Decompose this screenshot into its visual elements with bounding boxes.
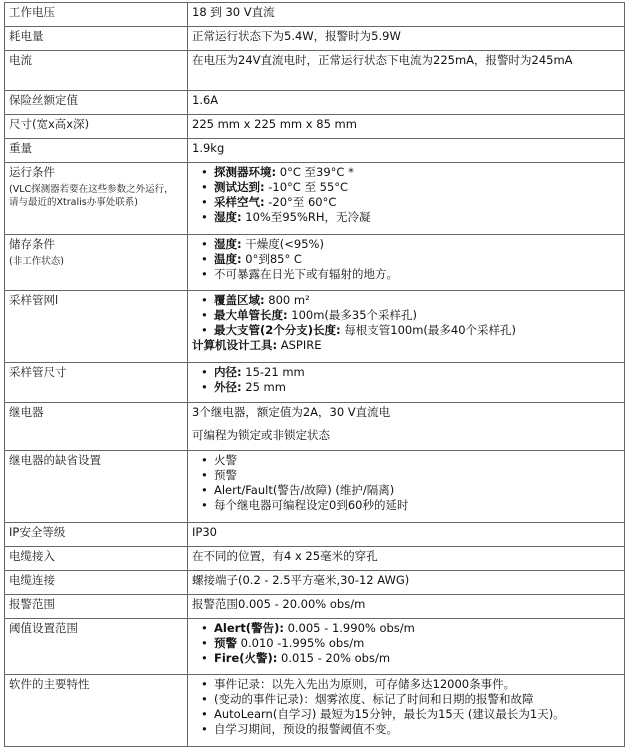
list-item: • 采样空气: -20°至 60°C <box>214 195 620 210</box>
row-label: 电缆连接 <box>5 571 188 595</box>
row-label: 重量 <box>5 139 188 163</box>
row-label: 工作电压 <box>5 3 188 27</box>
row-label: 耗电量 <box>5 27 188 51</box>
row-label: 储存条件 <box>9 237 55 251</box>
row-label: 继电器 <box>5 403 188 451</box>
row-label-block <box>5 163 188 235</box>
list-item: • 覆盖区域: 800 m² <box>214 293 620 308</box>
relay-line: 可编程为锁定或非锁定状态 <box>192 428 330 442</box>
row-value: 225 mm x 225 mm x 85 mm <box>188 115 625 139</box>
row-label: 继电器的缺省设置 <box>5 451 188 523</box>
list-item: • 内径: 15-21 mm <box>214 365 620 380</box>
list-item: • Alert(警告): 0.005 - 1.990% obs/m <box>214 621 620 636</box>
row-value <box>188 619 625 675</box>
list-item: • 探测器环境: 0°C 至39°C * <box>214 165 620 180</box>
list-item: • AutoLearn(自学习) 最短为15分钟，最长为15天 (建议最长为1天)。 <box>214 707 620 722</box>
pipe-size-list <box>192 365 620 395</box>
row-value: 在不同的位置，有4 x 25毫米的穿孔 <box>188 547 625 571</box>
row-label: 运行条件 <box>9 165 55 179</box>
list-item: • 湿度: 10%至95%RH，无冷凝 <box>214 210 620 225</box>
list-item: • 温度: 0°到85° C <box>214 252 620 267</box>
table-row <box>5 139 625 163</box>
table-row <box>5 51 625 91</box>
table-row <box>5 595 625 619</box>
row-value: 1.9kg <box>188 139 625 163</box>
list-item: • 测试达到: -10°C 至 55°C <box>214 180 620 195</box>
row-value: IP30 <box>188 523 625 547</box>
row-value <box>188 291 625 363</box>
list-item: • 外径: 25 mm <box>214 380 620 395</box>
list-item: • 不可暴露在日光下或有辐射的地方。 <box>214 267 620 282</box>
design-tool-line: 计算机设计工具: ASPIRE <box>192 338 322 352</box>
list-item: • 事件记录：以先入先出为原则，可存储多达12000条事件。 <box>214 677 620 692</box>
table-row <box>5 451 625 523</box>
row-label: IP安全等级 <box>5 523 188 547</box>
list-item: • 最大支管(2个分支)长度: 每根支管100m(最多40个采样孔) <box>214 323 620 338</box>
relay-default-list <box>192 453 620 513</box>
table-row <box>5 363 625 403</box>
row-label: 采样管尺寸 <box>5 363 188 403</box>
list-item: • 火警 <box>214 453 620 468</box>
table-row <box>5 235 625 291</box>
row-label: 尺寸(宽x高x深) <box>5 115 188 139</box>
row-value <box>188 163 625 235</box>
row-value <box>188 403 625 451</box>
threshold-list <box>192 621 620 666</box>
row-value: 螺接端子(0.2 - 2.5平方毫米,30-12 AWG) <box>188 571 625 595</box>
row-value: 正常运行状态下为5.4W，报警时为5.9W <box>188 27 625 51</box>
list-item: • Fire(火警): 0.015 - 20% obs/m <box>214 651 620 666</box>
table-row <box>5 291 625 363</box>
table-row <box>5 675 625 747</box>
table-row <box>5 547 625 571</box>
condition-list <box>192 237 620 282</box>
row-value <box>188 675 625 747</box>
condition-list <box>192 165 620 225</box>
row-label-block <box>5 235 188 291</box>
row-label: 报警范围 <box>5 595 188 619</box>
list-item: • 湿度: 干燥度(<95%) <box>214 237 620 252</box>
software-feature-list <box>192 677 620 737</box>
table-row <box>5 619 625 675</box>
row-label: 电缆接入 <box>5 547 188 571</box>
table-row <box>5 115 625 139</box>
list-item: • 每个继电器可编程设定0到60秒的延时 <box>214 498 620 513</box>
table-row <box>5 523 625 547</box>
list-item: • 自学习期间，预设的报警阈值不变。 <box>214 722 620 737</box>
row-value: 在电压为24V直流电时，正常运行状态下电流为225mA，报警时为245mA <box>188 51 625 91</box>
row-label: 采样管网l <box>5 291 188 363</box>
table-row <box>5 571 625 595</box>
row-label: 电流 <box>5 51 188 91</box>
row-label: 软件的主要特性 <box>5 675 188 747</box>
table-row <box>5 163 625 235</box>
table-row <box>5 27 625 51</box>
row-value <box>188 235 625 291</box>
table-row <box>5 91 625 115</box>
relay-line: 3个继电器，额定值为2A，30 V直流电 <box>192 405 391 419</box>
row-label: 阈值设置范围 <box>5 619 188 675</box>
row-value <box>188 451 625 523</box>
row-value: 18 到 30 V直流 <box>188 3 625 27</box>
pipe-network-list <box>192 293 620 338</box>
row-value <box>188 363 625 403</box>
list-item: • (变动的事件记录)：烟雾浓度、标记了时间和日期的报警和故障 <box>214 692 620 707</box>
row-note: (VLC探测器若要在这些参数之外运行，请与最近的Xtralis办事处联系) <box>9 184 174 208</box>
table-row <box>5 3 625 27</box>
row-value: 1.6A <box>188 91 625 115</box>
specification-table <box>4 2 625 747</box>
row-note: (非工作状态) <box>9 256 64 267</box>
list-item: • Alert/Fault(警告/故障) (维护/隔离) <box>214 483 620 498</box>
row-value: 报警范围0.005 - 20.00% obs/m <box>188 595 625 619</box>
list-item: • 最大单管长度: 100m(最多35个采样孔) <box>214 308 620 323</box>
row-label: 保险丝额定值 <box>5 91 188 115</box>
table-row <box>5 403 625 451</box>
list-item: • 预警 0.010 -1.995% obs/m <box>214 636 620 651</box>
list-item: • 预警 <box>214 468 620 483</box>
